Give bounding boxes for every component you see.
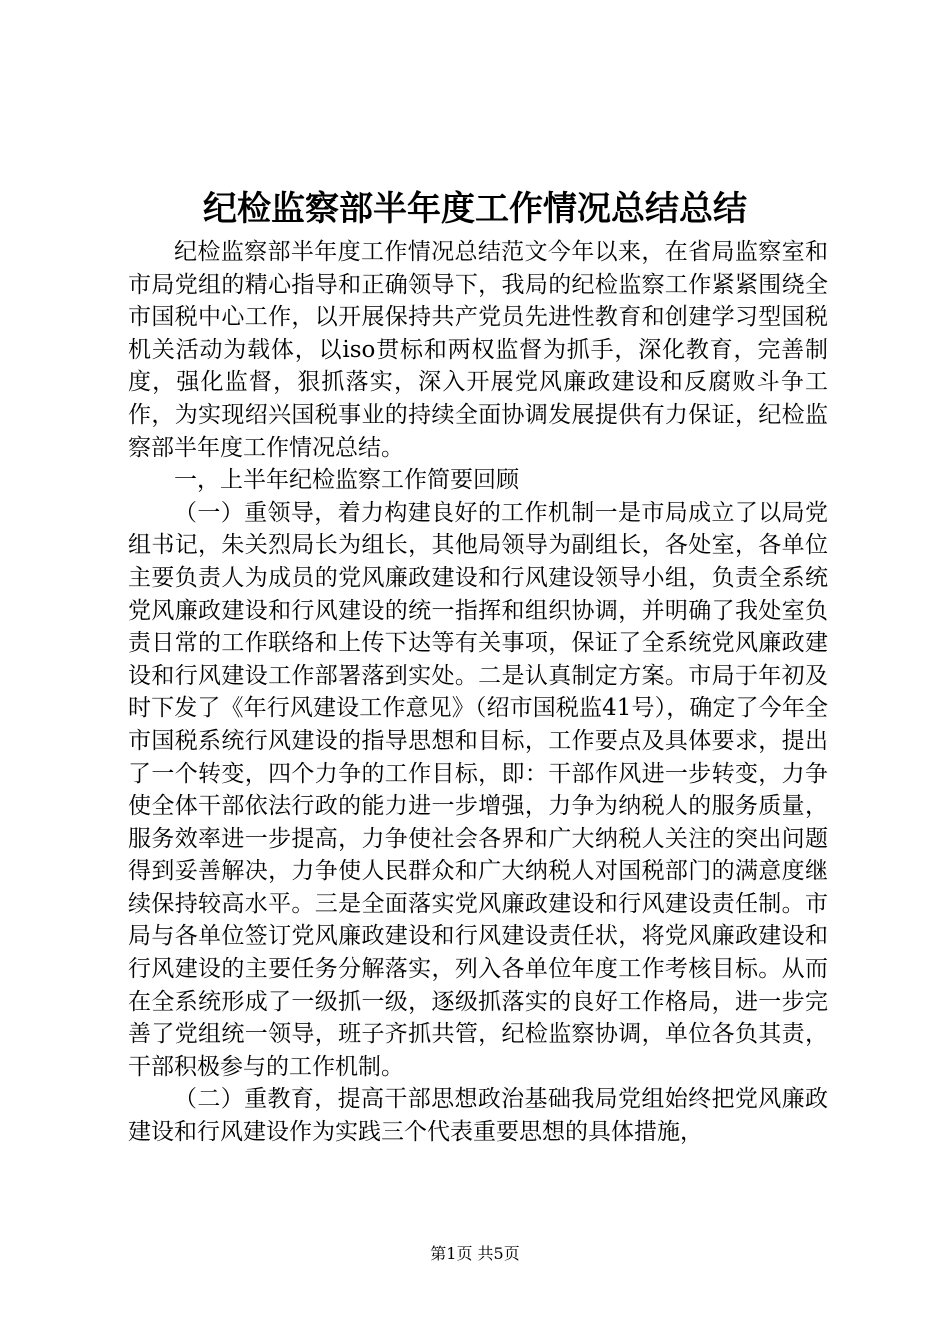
paragraph-leadership: （一）重领导，着力构建良好的工作机制一是市局成立了以局党组书记，朱关烈局长为组长，其他局领导为副组长，各处室，各单位主要负责人为成员的党风廉政建设和行风建设领导小组，负责全系统党风廉政建设和行风建设的统一指挥和组织协调，并明确了我处室负责日常的工作联络和上传下达等有关事项，保证了全系统党风廉政建设和行风建设工作部署落到实处。二是认真制定方案。市局于年初及时下发了《年行风建设工作意见》（绍市国税监41号），确定了今年全市国税系统行风建设的指导思想和目标，工作要点及具体要求，提出了一个转变，四个力争的工作目标，即：干部作风进一步转变，力争使全体干部依法行政的能力进一步增强，力争为纳税人的服务质量，服务效率进一步提高，力争使社会各界和广大纳税人关注的突出问题得到妥善解决，力争使人民群众和广大纳税人对国税部门的满意度继续保持较高水平。三是全面落实党风廉政建设和行风建设责任制。市局与各单位签订党风廉政建设和行风建设责任状，将党风廉政建设和行风建设的主要任务分解落实，列入各单位年度工作考核目标。从而在全系统形成了一级抓一级，逐级抓落实的良好工作格局，进一步完善了党组统一领导，班子齐抓共管，纪检监察协调，单位各负其责，干部积极参与的工作机制。 — [128, 499, 828, 1080]
page-footer: 第1页 共5页 — [430, 1244, 520, 1263]
document-title: 纪检监察部半年度工作情况总结总结 — [203, 189, 747, 229]
paragraph-education: （二）重教育，提高干部思想政治基础我局党组始终把党风廉政建设和行风建设作为实践三个代表重要思想的具体措施， — [128, 1086, 828, 1146]
section-heading: 一，上半年纪检监察工作简要回顾 — [174, 467, 519, 494]
document-body — [128, 236, 828, 1149]
paragraph-intro: 纪检监察部半年度工作情况总结范文今年以来，在省局监察室和市局党组的精心指导和正确领导下，我局的纪检监察工作紧紧围绕全市国税中心工作，以开展保持共产党员先进性教育和创建学习型国税机关活动为载体，以iso贯标和两权监督为抓手，深化教育，完善制度，强化监督，狠抓落实，深入开展党风廉政建设和反腐败斗争工作，为实现绍兴国税事业的持续全面协调发展提供有力保证，纪检监察部半年度工作情况总结。 — [128, 239, 828, 461]
